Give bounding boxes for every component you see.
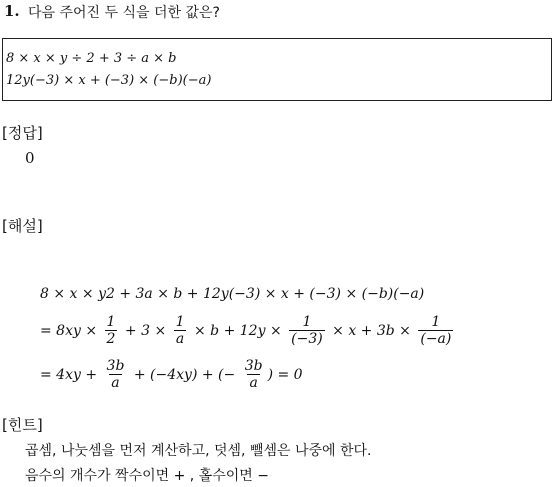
fraction-denominator: (−a) <box>420 331 452 347</box>
explanation-heading: [해설] <box>2 217 43 235</box>
explanation-line-2 <box>40 314 456 347</box>
explanation-line-1-text: 8 × x × y2 + 3a × b + 12y(−3) × x + (−3) × (−b)(−a) <box>40 286 425 302</box>
fraction-denominator: a <box>111 375 120 391</box>
line2-part-3: × b + 12y × <box>189 322 287 339</box>
line3-fraction-1 <box>105 358 127 391</box>
expression-box <box>2 38 552 101</box>
expression-2: 12y(−3) × x + (−3) × (−b)(−a) <box>6 73 212 88</box>
fraction-numerator: 1 <box>302 314 312 330</box>
fraction-numerator: 1 <box>175 314 185 330</box>
question-number: 1. <box>4 2 20 20</box>
expression-1: 8 × x × y ÷ 2 + 3 ÷ a × b <box>6 51 177 66</box>
line2-fraction-1 <box>105 314 118 347</box>
line3-part-2: + (−4xy) + (− <box>129 366 240 383</box>
fraction-numerator: 3b <box>244 358 263 374</box>
question-text: 다음 주어진 두 식을 더한 값은? <box>28 5 220 21</box>
hint-line-1: 곱셈, 나눗셈을 먼저 계산하고, 덧셈, 뺄셈은 나중에 한다. <box>25 443 372 459</box>
line3-part-1: = 4xy + <box>40 366 102 383</box>
line2-fraction-2 <box>174 314 187 347</box>
line3-fraction-2 <box>243 358 265 391</box>
fraction-numerator: 3b <box>106 358 125 374</box>
hint-heading: [힌트] <box>2 416 43 434</box>
fraction-denominator: 2 <box>106 331 116 347</box>
line3-part-3: ) = 0 <box>267 366 303 383</box>
hint-line-2: 음수의 개수가 짝수이면 + , 홀수이면 − <box>25 468 269 484</box>
line2-fraction-4 <box>418 314 453 347</box>
line2-fraction-3 <box>289 314 325 347</box>
answer-value: 0 <box>25 149 35 167</box>
answer-heading: [정답] <box>2 124 43 142</box>
fraction-denominator: (−3) <box>291 331 323 347</box>
fraction-numerator: 1 <box>106 314 116 330</box>
line2-part-2: + 3 × <box>120 322 171 339</box>
fraction-denominator: a <box>175 331 185 347</box>
explanation-line-1 <box>40 286 424 302</box>
fraction-numerator: 1 <box>431 314 441 330</box>
fraction-denominator: a <box>249 375 258 391</box>
line2-part-1: = 8xy × <box>40 322 102 339</box>
line2-part-4: × x + 3b × <box>327 322 416 339</box>
explanation-line-3 <box>40 358 303 391</box>
